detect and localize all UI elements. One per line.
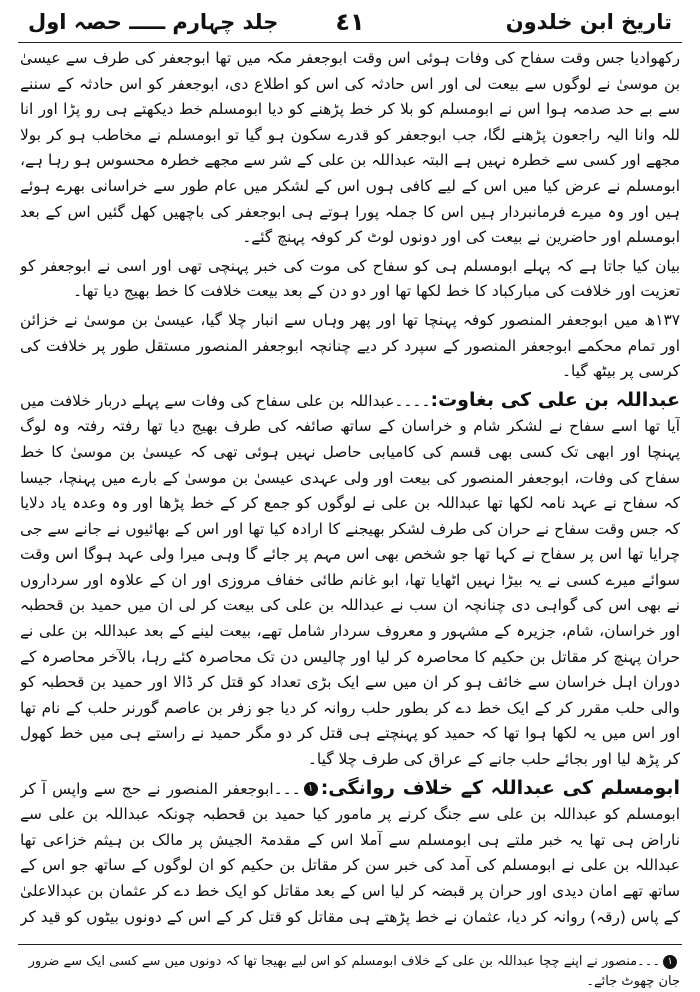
page-header <box>22 6 678 40</box>
paragraph-text: ۱۳۷ھ میں ابوجعفر المنصور کوفہ پہنچا تھا اور پھر وہاں سے انبار چلا گیا، عیسیٰ بن موسیٰ نے خزائن اور تمام محکمے ابوجعفر المنصور کے سپرد کر دیے چنانچہ ابوجعفر المنصور مستقل طور پر خلافت کی کرسی پر بیٹھ گیا۔ <box>20 310 680 381</box>
book-title: تاریخ ابن خلدون <box>505 10 672 34</box>
paragraph-text: ۔۔۔ابوجعفر المنصور نے حج سے واپس آ کر ابومسلم کو عبداللہ بن علی سے جنگ کرنے پر مامور کیا حمید بن قحطبہ چونکہ عبداللہ بن علی سے ناراض ہی تھا یہ خبر ملتے ہی ابومسلم سے آملا اس کے مقدمۃ الجیش پر مالک بن ہیثم خزاعی تھا عبداللہ بن علی نے ابومسلم کی آمد کی خبر سن کر مقاتل بن حکیم کو ان لوگوں کے ساتھ جو اس کے ساتھ تھے امان دیدی اور حران پر قبضہ کر لیا اس کے بعد مقاتل کو ایک خط دے کر عثمان بن عبدالاعلیٰ کے پاس (رقہ) روانہ کر دیا، عثمان نے خط پڑھتے ہی مقاتل کو قتل کر کے اس کے دونوں بیٹوں کو قید کر <box>20 779 680 926</box>
paragraph <box>20 254 680 305</box>
footnote-text: ۔۔۔منصور نے اپنے چچا عبداللہ بن علی کے خلاف ابومسلم کو اس لیے بھیجا تھا کہ دونوں میں سے کسی ایک سے ضرور جان چھوٹ جائے۔ <box>28 954 680 989</box>
paragraph <box>20 308 680 385</box>
paragraph-text: ۔۔۔۔عبداللہ بن علی سفاح کی وفات سے پہلے دربار خلافت میں آیا تھا اسے سفاح نے لشکر شام و خراسان کے ساتھ صائفہ کی طرف بھیج دیا تھا رفتہ رفتہ وہ لوگ پہنچا اور ابھی تک کسی بھی قسم کی کامیابی حاصل نہیں ہوئی تھی کہ عیسیٰ بن موسیٰ کا خط سفاح کی وفات، ابوجعفر المنصور کی بیعت اور ولی عہدی عیسیٰ بن موسیٰ کے بارے میں پہنچا، جیسا کہ سفاح نے عہد نامہ لکھا تھا عبداللہ بن علی نے لوگوں کو جمع کر کے خط پڑھا اور وہ وعدہ یاد دلایا کہ جس وقت سفاح نے حران کی طرف لشکر بھیجنے کا ارادہ کیا تھا اور اس کے بھائیوں نے جانے سے جی چرایا تھا اس پر سفاح نے کہا تھا جو شخص بھی اس مہم پر جائے گا وہی میرا ولی عہد ہوگا اس وقت سوائے میرے کسی نے یہ بیڑا نہیں اٹھایا تھا، ابو غانم طائی خفاف مروزی اور ان کے علاوہ اور سرداروں نے بھی اس کی گواہی دی چنانچہ ان سب نے عبداللہ بن علی کی بیعت کر لی ان میں حمید بن قحطبہ اور خراسان، شام، جزیرہ کے مشہور و معروف سردار شامل تھے، بیعت لینے کے بعد عبداللہ بن علی نے حران پہنچ کر مقاتل بن حکیم کا محاصرہ کر لیا اور چالیس دن تک محاصرہ کئے رہا، بالآخر محاصرہ کے دوران اہل خراسان سے خائف ہو کر ان میں سے ایک بڑی تعداد کو قتل کر ڈالا اور حمید بن قحطبہ کو والی حلب مقرر کر کے ایک خط دے کر بطور حلب روانہ کر دیا جو زفر بن عاصم گورنر حلب کے نام تھا اور اس میں یہ لکھا ہوا تھا کہ حمید کو پہنچتے ہی قتل کر دو مگر حمید نے راستے ہی میں خط کھول کر پڑھ لیا اور بجائے حلب جانے کے عراق کی طرف چلا گیا۔ <box>20 391 680 769</box>
section-heading: ابومسلم کی عبداللہ کے خلاف روانگی: <box>320 776 680 799</box>
page-body <box>20 46 680 926</box>
footnote-marker: ۱ <box>663 955 677 969</box>
footnote-rule <box>18 944 682 945</box>
volume-label: جلد چہارم ـــــ حصہ اول <box>28 10 279 34</box>
footnote <box>20 952 680 992</box>
section-heading: عبداللہ بن علی کی بغاوت: <box>430 388 680 411</box>
paragraph <box>20 776 680 926</box>
paragraph <box>20 46 680 251</box>
paragraph-text: بیان کیا جاتا ہے کہ پہلے ابومسلم ہی کو سفاح کی موت کی خبر پہنچی تھی اور اسی نے ابوجعفر کو تعزیت اور خلافت کی مبارکباد کا خط لکھا تھا اور دو دن کے بعد بیعت خلافت کا خط بھیج دیا تھا۔ <box>20 256 680 301</box>
page-number: ٤١ <box>335 8 365 36</box>
paragraph-text: رکھوادیا جس وقت سفاح کی وفات ہوئی اس وقت ابوجعفر مکہ میں تھا ابوجعفر کی طرف سے عیسیٰ بن موسیٰ نے لوگوں سے بیعت لی اور اس حادثہ کی اس کو اطلاع دی، ابوجعفر کو اس حادثہ کے سننے سے بے حد صدمہ ہوا اس نے ابومسلم کو بلا کر خط پڑھنے کو دیا ابومسلم خط دیکھتے ہی رو پڑا اور انا للہ وانا الیہ راجعون پڑھنے لگا، جب ابوجعفر کو قدرے سکون ہو گیا تو ابومسلم نے مخاطب ہو کر بولا مجھے اور کسی سے خطرہ نہیں ہے البتہ عبداللہ بن علی کے شر سے مجھے خطرہ محسوس ہو رہا ہے، ابومسلم نے عرض کیا میں اس کے لیے کافی ہوں اس کے لشکر میں عام طور سے خراسانی بھرے ہوئے ہیں اور وہ میرے فرمانبردار ہیں اس کا جملہ پورا ہوتے ہی ابوجعفر کی باچھیں کھل گئیں اس کے بعد ابومسلم اور حاضرین نے بیعت کی اور دونوں لوٹ کر کوفہ پہنچ گئے۔ <box>20 49 680 247</box>
footnote-marker[interactable]: ۱ <box>304 782 318 796</box>
header-rule <box>18 42 682 43</box>
paragraph <box>20 388 680 773</box>
